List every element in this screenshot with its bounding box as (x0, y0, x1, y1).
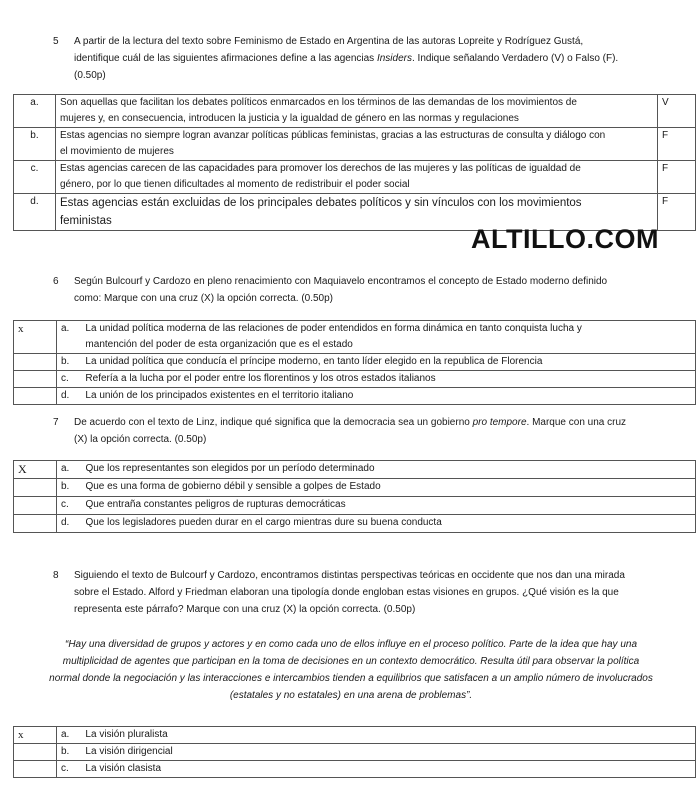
question-line: Siguiendo el texto de Bulcourf y Cardozo, encontramos distintas perspectivas teóricas en occidente que nos dan una mirada (74, 570, 625, 581)
question-line: representa este párrafo? Marque con una cruz (X) la opción correcta. (0.50p) (74, 604, 416, 615)
answer-cell[interactable]: F (658, 194, 696, 231)
mark-cell[interactable]: X (14, 461, 57, 479)
question-5 (53, 33, 693, 85)
table-row (14, 461, 696, 479)
option-letter: a. (56, 461, 81, 479)
q8-table (13, 726, 696, 778)
table-row (14, 128, 696, 161)
option-text: La visión clasista (81, 761, 695, 778)
question-number: 6 (53, 276, 59, 287)
option-line: Estas agencias carecen de las capacidades para promover los derechos de las mujeres y las políticas de igualdad de (59, 163, 581, 174)
table-row (14, 321, 696, 354)
option-text: La visión dirigencial (81, 744, 695, 761)
mark-cell[interactable] (14, 761, 57, 778)
question-line: (X) la opción correcta. (0.50p) (74, 434, 207, 445)
question-number: 8 (53, 570, 59, 581)
answer-cell[interactable]: F (658, 128, 696, 161)
table-row (14, 761, 696, 778)
option-letter: a. (56, 321, 81, 354)
text-fragment: . Marque con una cruz (526, 417, 627, 428)
option-text (55, 95, 657, 128)
option-line: Son aquellas que facilitan los debates políticos enmarcados en los términos de las demandas de los movimientos de (59, 97, 577, 108)
option-letter: c. (56, 371, 81, 388)
option-letter: b. (56, 744, 81, 761)
option-letter: a. (56, 727, 81, 744)
text-fragment: De acuerdo con el texto de Linz, indique qué significa que la democracia sea un gobierno (74, 417, 473, 428)
quote-line: multiplicidad de agentes que participan en la toma de decisiones en un contexto democrático. Resulta útil para observar la política (62, 656, 640, 667)
option-text: La unión de los principados existentes en el territorio italiano (81, 388, 695, 405)
option-letter: c. (56, 497, 81, 515)
option-text (81, 321, 695, 354)
mark-cell[interactable] (14, 354, 57, 371)
question-line (74, 414, 626, 431)
option-text: Que es una forma de gobierno débil y sensible a golpes de Estado (81, 479, 695, 497)
mark-cell[interactable] (14, 479, 57, 497)
answer-cell[interactable]: V (658, 95, 696, 128)
mark-cell[interactable]: x (14, 321, 57, 354)
table-row (14, 479, 696, 497)
option-letter: c. (14, 161, 56, 194)
option-line: Estas agencias están excluidas de los principales debates políticos y sin vínculos con los movimientos (59, 197, 582, 209)
question-number: 7 (53, 417, 59, 428)
question-line (74, 50, 618, 67)
option-letter: b. (56, 479, 81, 497)
question-number: 5 (53, 36, 59, 47)
quote-line: normal donde la negociación y las interacciones e intercambios tienden a equilibrios que satisfacen a un amplio número de involucrados (49, 673, 653, 684)
table-row (14, 515, 696, 533)
question-8 (53, 567, 693, 619)
option-letter: a. (14, 95, 56, 128)
question-text (74, 567, 625, 618)
option-text (55, 161, 657, 194)
option-text: Refería a la lucha por el poder entre los florentinos y los otros estados italianos (81, 371, 695, 388)
question-line: (0.50p) (74, 70, 106, 81)
table-row (14, 727, 696, 744)
option-letter: d. (14, 194, 56, 231)
mark-cell[interactable] (14, 371, 57, 388)
question-text (74, 273, 607, 307)
option-text: Que los representantes son elegidos por un período determinado (81, 461, 695, 479)
question-7 (53, 414, 693, 450)
option-line: mantención del poder de esta organización que es el estado (85, 339, 353, 350)
quote-line: (estatales y no estatales) en una arena de problemas”. (229, 690, 473, 701)
option-letter: b. (56, 354, 81, 371)
table-row (14, 371, 696, 388)
answer-cell[interactable]: F (658, 161, 696, 194)
question-line: como: Marque con una cruz (X) la opción correcta. (0.50p) (74, 293, 334, 304)
option-text: La unidad política que conducía el príncipe moderno, en tanto líder elegido en la republica de Florencia (81, 354, 695, 371)
mark-cell[interactable] (14, 515, 57, 533)
q5-table (13, 94, 696, 231)
mark-cell[interactable]: x (14, 727, 57, 744)
question-text (74, 33, 618, 84)
q7-table (13, 460, 696, 533)
quote-line: “Hay una diversidad de grupos y actores y en como cada uno de ellos influye en el proceso político. Parte de la idea que hay una (64, 639, 638, 650)
option-line: el movimiento de mujeres (59, 146, 174, 157)
question-text (74, 414, 626, 448)
option-letter: d. (56, 388, 81, 405)
option-text: Que los legisladores pueden durar en el cargo mientras dure su buena conducta (81, 515, 695, 533)
mark-cell[interactable] (14, 497, 57, 515)
table-row (14, 744, 696, 761)
option-letter: b. (14, 128, 56, 161)
option-letter: d. (56, 515, 81, 533)
question-line: sobre el Estado. Alford y Friedman elaboran una tipología donde engloban estas visiones en grupos. ¿Qué visión es la que (74, 587, 619, 598)
text-fragment: identifique cuál de las siguientes afirmaciones define a las agencias (74, 53, 377, 64)
emphasis: pro tempore (472, 417, 527, 428)
option-text (55, 128, 657, 161)
option-line: mujeres y, en consecuencia, introducen la justicia y la igualdad de género en las normas y regulaciones (59, 113, 519, 124)
mark-cell[interactable] (14, 388, 57, 405)
option-line: género, por lo que tienen dificultades al momento de redistribuir el poder social (59, 179, 410, 190)
watermark-logo: ALTILLO.COM (471, 224, 659, 254)
question-line: Según Bulcourf y Cardozo en pleno renacimiento con Maquiavelo encontramos el concepto de Estado moderno definido (74, 276, 608, 287)
text-fragment: . Indique señalando Verdadero (V) o Falso (F). (411, 53, 619, 64)
table-row (14, 354, 696, 371)
table-row (14, 161, 696, 194)
option-line: Estas agencias no siempre logran avanzar políticas públicas feministas, gracias a las estructuras de consulta y diálogo con (59, 130, 606, 141)
q6-table (13, 320, 696, 405)
table-row (14, 388, 696, 405)
option-line: feministas (59, 215, 112, 227)
table-row (14, 95, 696, 128)
option-text: La visión pluralista (81, 727, 695, 744)
quoted-paragraph (18, 636, 684, 704)
option-letter: c. (56, 761, 81, 778)
question-6 (53, 273, 693, 309)
option-text: Que entraña constantes peligros de rupturas democráticas (81, 497, 695, 515)
mark-cell[interactable] (14, 744, 57, 761)
table-row (14, 497, 696, 515)
option-line: La unidad política moderna de las relaciones de poder entendidos en forma dinámica en tanto conquista lucha y (85, 323, 582, 334)
emphasis: Insiders (376, 53, 412, 64)
question-line: A partir de la lectura del texto sobre Feminismo de Estado en Argentina de las autoras Lopreite y Rodríguez Gustá, (74, 36, 584, 47)
